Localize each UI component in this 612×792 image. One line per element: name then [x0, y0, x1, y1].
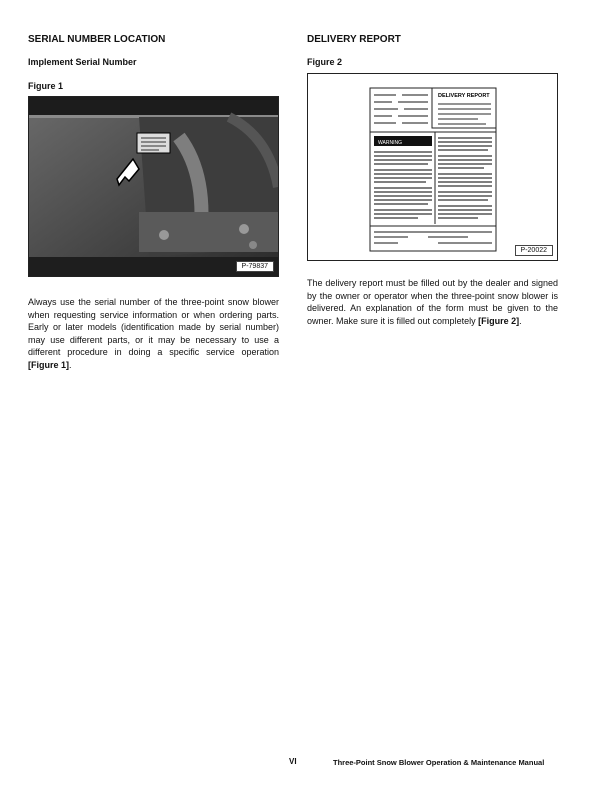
figure-2-image-code: P-20022 [515, 245, 553, 256]
manual-title: Three-Point Snow Blower Operation & Maintenance Manual [333, 758, 545, 767]
figure-2-image [307, 73, 558, 261]
figure-2-label: Figure 2 [307, 57, 343, 67]
form-title-text: DELIVERY REPORT [438, 93, 490, 99]
delivery-report-paragraph-end: . [519, 315, 522, 326]
serial-number-paragraph-end: . [69, 359, 72, 370]
figure-1-photo-code: P-79837 [236, 261, 274, 272]
figure-1-reference: [Figure 1] [28, 359, 70, 370]
figure-1-photo [28, 96, 279, 277]
section-heading-delivery-report: DELIVERY REPORT [307, 34, 401, 45]
section-heading-serial-number: SERIAL NUMBER LOCATION [28, 34, 166, 45]
figure-2-reference: [Figure 2] [478, 315, 520, 326]
serial-number-paragraph [28, 296, 279, 371]
serial-number-paragraph-text: Always use the serial number of the three-point snow blower when requesting service information or when ordering parts. Early or later models (identification made by serial number) may use different parts, or it may be necessary to use a different procedure in doing a specific service operation [28, 297, 279, 357]
delivery-report-form-illustration [308, 74, 557, 260]
delivery-report-paragraph-text: The delivery report must be filled out by the dealer and signed by the owner or operator when the three-point snow blower is delivered. An explanation of the form must be given to the owner. Make sure it is filled out completely [307, 278, 558, 326]
delivery-report-paragraph [307, 277, 558, 327]
page-number: VI [289, 757, 297, 766]
subheading-implement-serial: Implement Serial Number [28, 57, 137, 67]
figure-1-label: Figure 1 [28, 81, 64, 91]
snow-blower-photo-illustration [29, 97, 278, 276]
form-warning-text: WARNING [378, 140, 402, 146]
